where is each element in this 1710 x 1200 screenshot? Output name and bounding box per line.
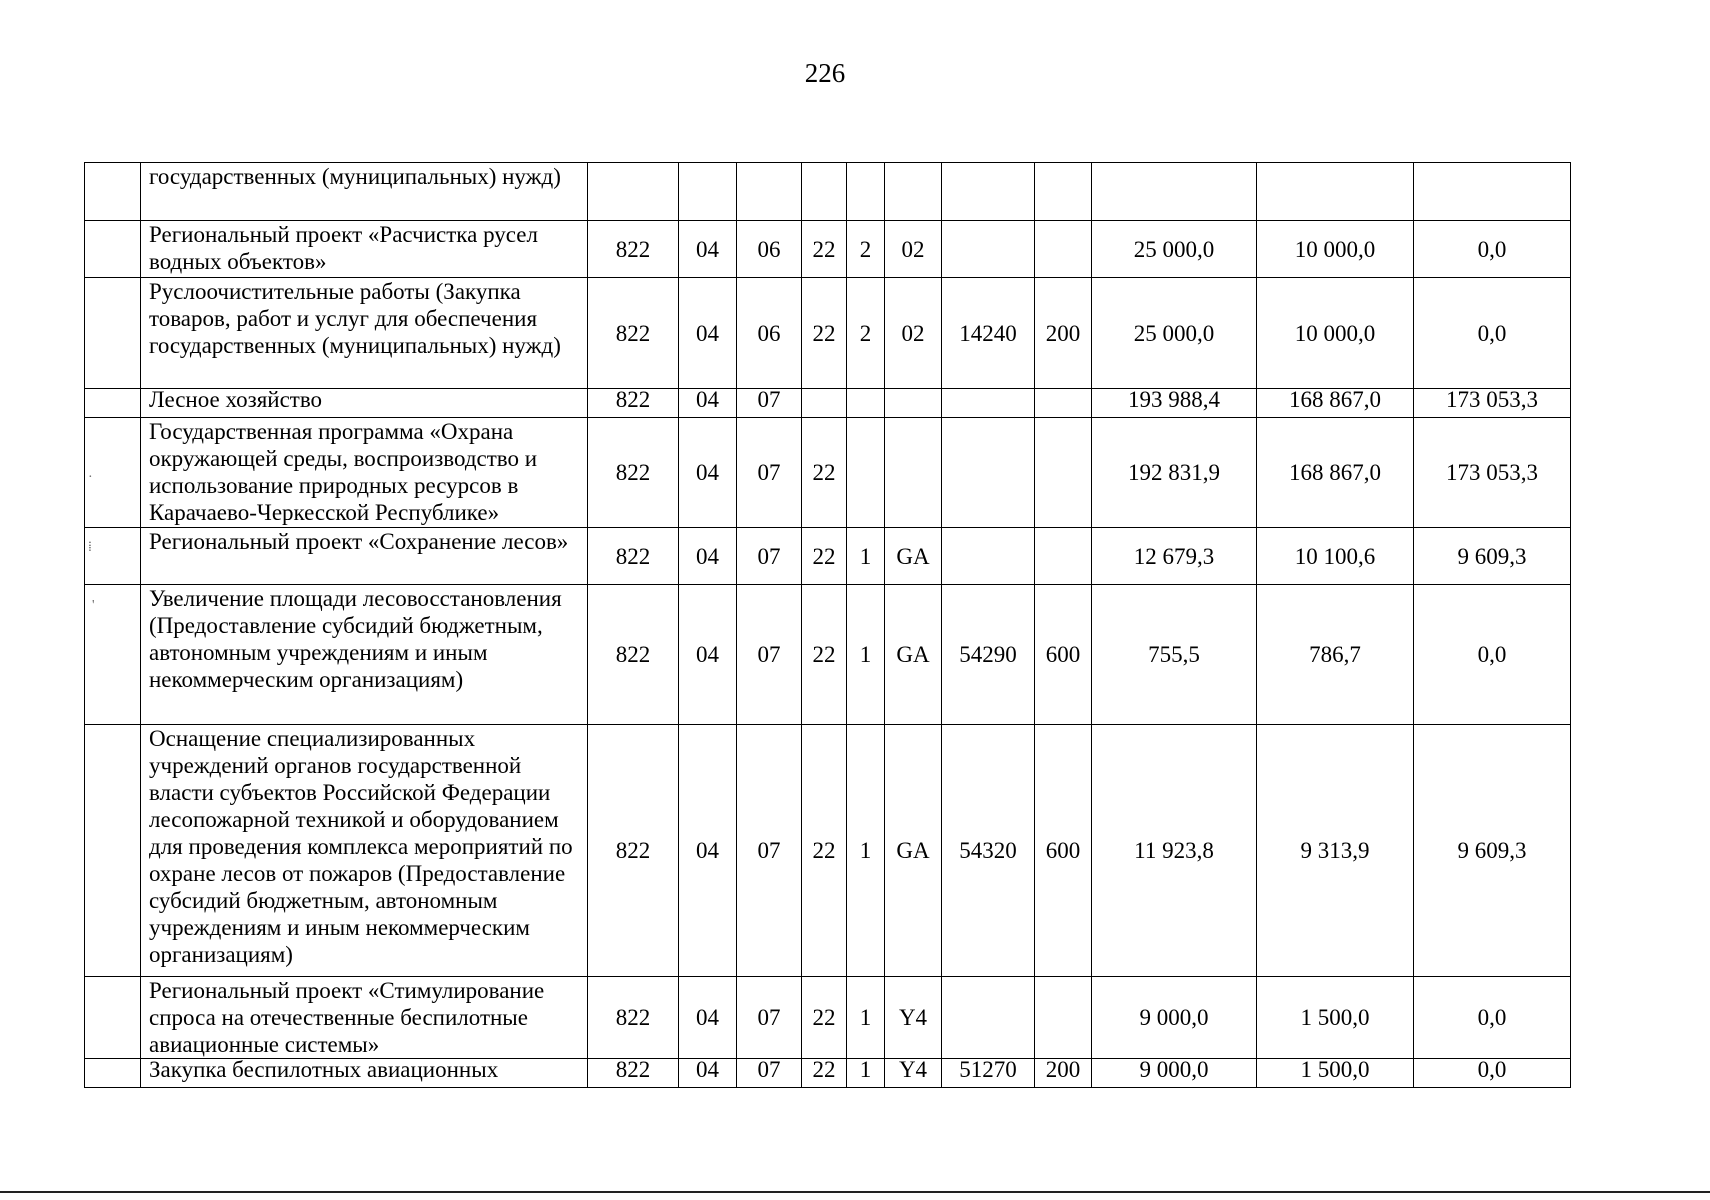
subsection-cell: 07 <box>737 585 802 725</box>
y3-cell: 0,0 <box>1414 278 1571 389</box>
program-cell: 22 <box>802 221 847 278</box>
direction-cell: 54290 <box>942 585 1035 725</box>
row-number-cell <box>85 528 141 585</box>
section-cell: 04 <box>679 725 737 977</box>
y3-cell: 0,0 <box>1414 977 1571 1059</box>
item-name-cell: Региональный проект «Расчистка русел водных объектов» <box>141 221 588 278</box>
program-cell: 22 <box>802 585 847 725</box>
program-cell: 22 <box>802 977 847 1059</box>
y3-cell <box>1414 163 1571 221</box>
y1-cell: 192 831,9 <box>1092 418 1257 528</box>
program-cell: 22 <box>802 725 847 977</box>
table-row <box>85 163 1571 221</box>
section-cell: 04 <box>679 1059 737 1088</box>
expense_type-cell <box>1035 163 1092 221</box>
subprogram-cell <box>847 418 885 528</box>
main_activity-cell: GA <box>885 585 942 725</box>
y1-cell: 193 988,4 <box>1092 389 1257 418</box>
table-row <box>85 221 1571 278</box>
admin-cell: 822 <box>588 389 679 418</box>
y2-cell: 1 500,0 <box>1257 1059 1414 1088</box>
direction-cell <box>942 389 1035 418</box>
direction-cell <box>942 163 1035 221</box>
y1-cell: 25 000,0 <box>1092 278 1257 389</box>
subsection-cell: 07 <box>737 528 802 585</box>
main_activity-cell: GA <box>885 528 942 585</box>
expense_type-cell: 600 <box>1035 585 1092 725</box>
direction-cell <box>942 528 1035 585</box>
main_activity-cell: Y4 <box>885 977 942 1059</box>
program-cell: 22 <box>802 418 847 528</box>
table-body <box>85 163 1571 1088</box>
item-name-cell: Региональный проект «Стимулирование спроса на отечественные беспилотные авиационные системы» <box>141 977 588 1059</box>
program-cell: 22 <box>802 278 847 389</box>
expense_type-cell <box>1035 389 1092 418</box>
item-name-cell: Увеличение площади лесовосстановления (Предоставление субсидий бюджетным, автономным учреждениям и иным некоммерческим организациям) <box>141 585 588 725</box>
y2-cell: 9 313,9 <box>1257 725 1414 977</box>
main_activity-cell: GA <box>885 725 942 977</box>
row-number-cell <box>85 163 141 221</box>
subprogram-cell: 1 <box>847 585 885 725</box>
expense_type-cell: 200 <box>1035 278 1092 389</box>
y3-cell: 0,0 <box>1414 221 1571 278</box>
row-number-cell <box>85 418 141 528</box>
subprogram-cell <box>847 163 885 221</box>
direction-cell: 51270 <box>942 1059 1035 1088</box>
expense_type-cell <box>1035 418 1092 528</box>
y1-cell: 755,5 <box>1092 585 1257 725</box>
y2-cell: 10 000,0 <box>1257 278 1414 389</box>
expense_type-cell <box>1035 977 1092 1059</box>
subprogram-cell: 2 <box>847 221 885 278</box>
subsection-cell: 07 <box>737 389 802 418</box>
item-name-cell: государственных (муниципальных) нужд) <box>141 163 588 221</box>
table-row <box>85 278 1571 389</box>
section-cell <box>679 163 737 221</box>
table-row <box>85 418 1571 528</box>
subsection-cell: 07 <box>737 1059 802 1088</box>
section-cell: 04 <box>679 977 737 1059</box>
row-number-cell <box>85 977 141 1059</box>
scan-speck: ⁞ <box>88 540 92 555</box>
section-cell: 04 <box>679 418 737 528</box>
admin-cell: 822 <box>588 528 679 585</box>
item-name-cell: Лесное хозяйство <box>141 389 588 418</box>
expense_type-cell <box>1035 221 1092 278</box>
main_activity-cell <box>885 163 942 221</box>
subprogram-cell: 1 <box>847 528 885 585</box>
scan-speck: ' <box>92 598 95 613</box>
expense_type-cell: 200 <box>1035 1059 1092 1088</box>
expense_type-cell <box>1035 528 1092 585</box>
table-row <box>85 1059 1571 1088</box>
y2-cell: 786,7 <box>1257 585 1414 725</box>
item-name-cell: Руслоочистительные работы (Закупка товаров, работ и услуг для обеспечения государственных (муниципальных) нужд) <box>141 278 588 389</box>
y2-cell: 168 867,0 <box>1257 418 1414 528</box>
subprogram-cell: 1 <box>847 977 885 1059</box>
direction-cell <box>942 418 1035 528</box>
admin-cell: 822 <box>588 725 679 977</box>
admin-cell: 822 <box>588 278 679 389</box>
subprogram-cell <box>847 389 885 418</box>
admin-cell: 822 <box>588 585 679 725</box>
y3-cell: 0,0 <box>1414 1059 1571 1088</box>
direction-cell: 54320 <box>942 725 1035 977</box>
direction-cell: 14240 <box>942 278 1035 389</box>
direction-cell <box>942 977 1035 1059</box>
subprogram-cell: 1 <box>847 725 885 977</box>
y2-cell: 10 000,0 <box>1257 221 1414 278</box>
y1-cell: 9 000,0 <box>1092 1059 1257 1088</box>
item-name-cell: Региональный проект «Сохранение лесов» <box>141 528 588 585</box>
section-cell: 04 <box>679 585 737 725</box>
y3-cell: 9 609,3 <box>1414 528 1571 585</box>
subsection-cell: 07 <box>737 725 802 977</box>
row-number-cell <box>85 1059 141 1088</box>
main_activity-cell <box>885 389 942 418</box>
y1-cell: 11 923,8 <box>1092 725 1257 977</box>
admin-cell <box>588 163 679 221</box>
row-number-cell <box>85 221 141 278</box>
budget-table <box>84 162 1571 1088</box>
expense_type-cell: 600 <box>1035 725 1092 977</box>
row-number-cell <box>85 389 141 418</box>
subprogram-cell: 1 <box>847 1059 885 1088</box>
subsection-cell <box>737 163 802 221</box>
main_activity-cell: Y4 <box>885 1059 942 1088</box>
y2-cell: 1 500,0 <box>1257 977 1414 1059</box>
section-cell: 04 <box>679 389 737 418</box>
y3-cell: 173 053,3 <box>1414 418 1571 528</box>
row-number-cell <box>85 278 141 389</box>
y1-cell: 25 000,0 <box>1092 221 1257 278</box>
subprogram-cell: 2 <box>847 278 885 389</box>
subsection-cell: 06 <box>737 278 802 389</box>
main_activity-cell: 02 <box>885 221 942 278</box>
program-cell: 22 <box>802 1059 847 1088</box>
admin-cell: 822 <box>588 1059 679 1088</box>
table-row <box>85 977 1571 1059</box>
item-name-cell: Закупка беспилотных авиационных <box>141 1059 588 1088</box>
main_activity-cell <box>885 418 942 528</box>
y2-cell: 168 867,0 <box>1257 389 1414 418</box>
table-row <box>85 389 1571 418</box>
program-cell <box>802 163 847 221</box>
page-bottom-rule <box>0 1191 1710 1193</box>
y1-cell: 9 000,0 <box>1092 977 1257 1059</box>
y2-cell <box>1257 163 1414 221</box>
table-row <box>85 528 1571 585</box>
scan-speck: · <box>88 470 93 485</box>
subsection-cell: 07 <box>737 977 802 1059</box>
subsection-cell: 07 <box>737 418 802 528</box>
page-number: 226 <box>804 58 846 88</box>
program-cell <box>802 389 847 418</box>
direction-cell <box>942 221 1035 278</box>
y3-cell: 0,0 <box>1414 585 1571 725</box>
section-cell: 04 <box>679 528 737 585</box>
y2-cell: 10 100,6 <box>1257 528 1414 585</box>
table-row <box>85 585 1571 725</box>
section-cell: 04 <box>679 278 737 389</box>
y3-cell: 173 053,3 <box>1414 389 1571 418</box>
admin-cell: 822 <box>588 418 679 528</box>
y1-cell: 12 679,3 <box>1092 528 1257 585</box>
item-name-cell: Оснащение специализированных учреждений органов государственной власти субъектов Российской Федерации лесопожарной техникой и оборудованием для проведения комплекса мероприятий по охране лесов от пожаров (Предоставление субсидий бюджетным, автономным учреждениям и иным некоммерческим организациям) <box>141 725 588 977</box>
admin-cell: 822 <box>588 221 679 278</box>
section-cell: 04 <box>679 221 737 278</box>
item-name-cell: Государственная программа «Охрана окружающей среды, воспроизводство и использование природных ресурсов в Карачаево-Черкесской Республике» <box>141 418 588 528</box>
row-number-cell <box>85 725 141 977</box>
subsection-cell: 06 <box>737 221 802 278</box>
y1-cell <box>1092 163 1257 221</box>
program-cell: 22 <box>802 528 847 585</box>
table-row <box>85 725 1571 977</box>
main_activity-cell: 02 <box>885 278 942 389</box>
y3-cell: 9 609,3 <box>1414 725 1571 977</box>
admin-cell: 822 <box>588 977 679 1059</box>
